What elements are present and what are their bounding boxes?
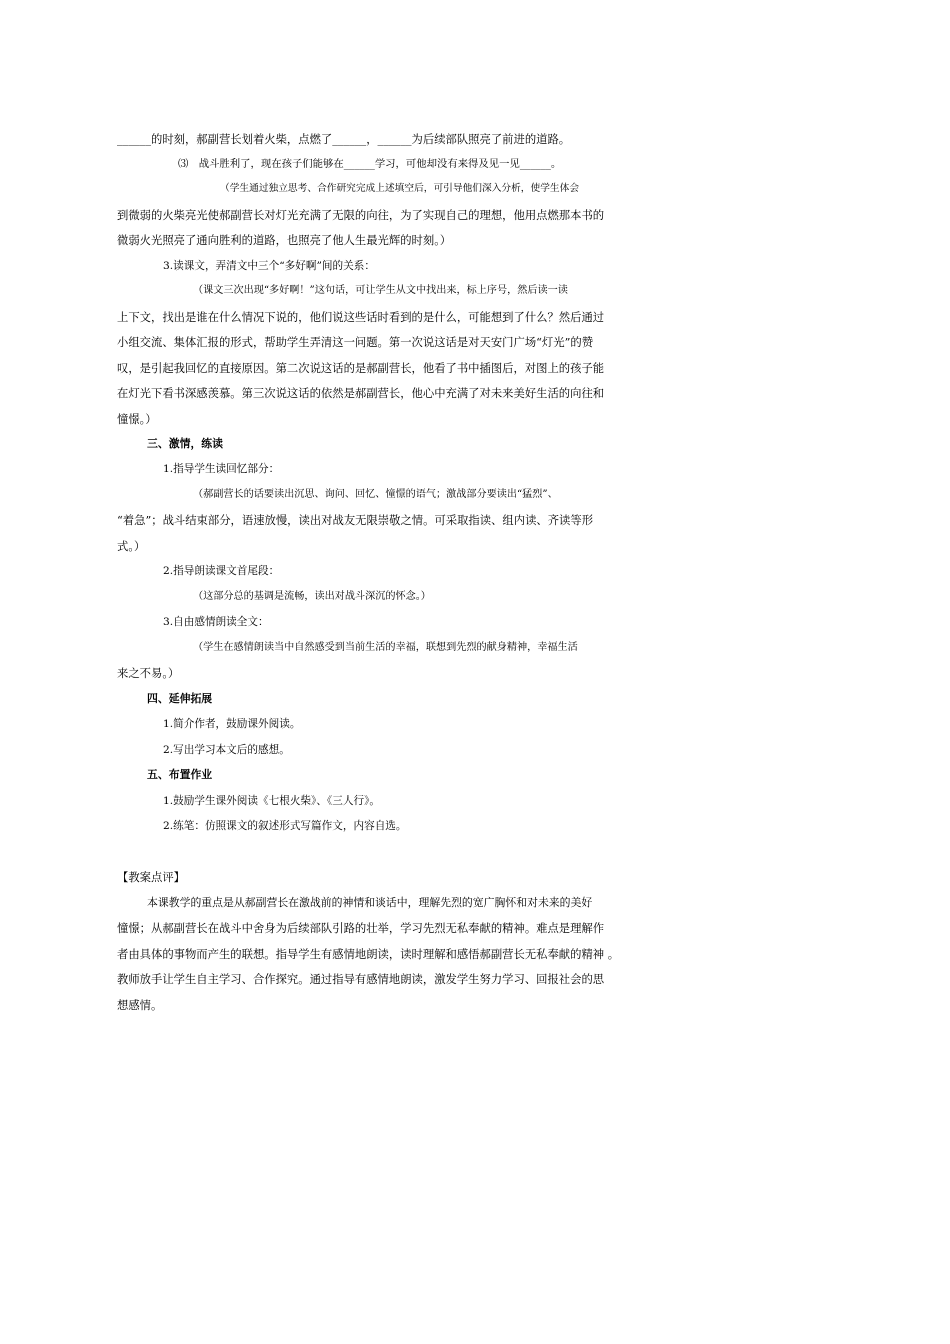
text-line: 在灯光下看书深感羡慕。第三次说这话的依然是郝副营长，他心中充满了对未来美好生活的向往和 — [117, 386, 605, 400]
text-line: 小组交流、集体汇报的形式，帮助学生弄清这一问题。第一次说这话是对天安门广场“灯光”的赞 — [117, 335, 594, 349]
text-line: 教师放手让学生自主学习、合作探究。通过指导有感情地朗读，激发学生努力学习、回报社会的思 — [117, 972, 605, 986]
text-line: 式。） — [117, 539, 146, 553]
text-line: 1.鼓励学生课外阅读《七根火柴》、《三人行》。 — [163, 794, 381, 807]
text-line: 2.指导朗读课文首尾段： — [163, 564, 280, 577]
text-line: 到微弱的火柴亮光使郝副营长对灯光充满了无限的向往，为了实现自己的理想，他用点燃那本书的 — [117, 208, 605, 222]
text-line: 微弱火光照亮了通向胜利的道路，也照亮了他人生最光辉的时刻。） — [117, 233, 452, 247]
text-line: 本课教学的重点是从郝副营长在激战前的神情和谈话中，理解先烈的宽广胸怀和对未来的美好 — [147, 896, 593, 909]
text-line: （学生在感情朗读当中自然感受到当前生活的幸福，联想到先烈的献身精神，幸福生活 — [193, 642, 578, 653]
text-line: 憧憬；从郝副营长在战斗中舍身为后续部队引路的壮举，学习先烈无私奉献的精神。难点是理解作 — [117, 921, 605, 935]
text-line: ______的时刻，郝副营长划着火柴，点燃了______，______为后续部队照亮了前进的道路。 — [117, 132, 571, 146]
text-line: 3.读课文，弄清文中三个“多好啊”间的关系： — [163, 259, 375, 272]
section-heading: 五、布置作业 — [147, 768, 213, 781]
text-line: 上下文，找出是谁在什么情况下说的，他们说这些话时看到的是什么，可能想到了什么？然后通过 — [117, 310, 605, 324]
text-line: （课文三次出现“多好啊！”这句话，可让学生从文中找出来，标上序号，然后读一读 — [193, 285, 568, 296]
text-line: 者由具体的事物而产生的联想。指导学生有感情地朗读，读时理解和感悟郝副营长无私奉献的精神 。 — [117, 947, 620, 961]
text-line: （郝副营长的话要读出沉思、询问、回忆、憧憬的语气；激战部分要读出“猛烈”、 — [193, 489, 558, 500]
text-line: 想感情。 — [117, 998, 163, 1012]
text-line: 1.简介作者，鼓励课外阅读。 — [163, 717, 301, 730]
text-line: 2.写出学习本文后的感想。 — [163, 743, 290, 756]
text-line: 来之不易。） — [117, 666, 180, 680]
text-line: 1.指导学生读回忆部分： — [163, 462, 280, 475]
text-line: 叹，是引起我回忆的直接原因。第二次说这话的是郝副营长，他看了书中插图后，对图上的孩子能 — [117, 361, 605, 375]
section-heading: 四、延伸拓展 — [147, 692, 213, 705]
text-line: ⑶ 战斗胜利了，现在孩子们能够在______学习，可他却没有来得及见一见______。 — [178, 158, 562, 170]
text-line: 2.练笔：仿照课文的叙述形式写篇作文，内容自选。 — [163, 819, 407, 832]
section-heading: 三、激情，练读 — [147, 437, 224, 450]
comment-heading: 【教案点评】 — [117, 870, 185, 884]
text-line: （这部分总的基调是流畅，读出对战斗深沉的怀念。） — [193, 591, 431, 602]
text-line: （学生通过独立思考、合作研究完成上述填空后，可引导他们深入分析，使学生体会 — [220, 183, 580, 194]
text-line: “着急”；战斗结束部分，语速放慢，读出对战友无限崇敬之情。可采取指读、组内读、齐读等形 — [117, 513, 594, 527]
text-line: 3.自由感情朗读全文： — [163, 615, 269, 628]
text-line: 憧憬。） — [117, 412, 157, 426]
